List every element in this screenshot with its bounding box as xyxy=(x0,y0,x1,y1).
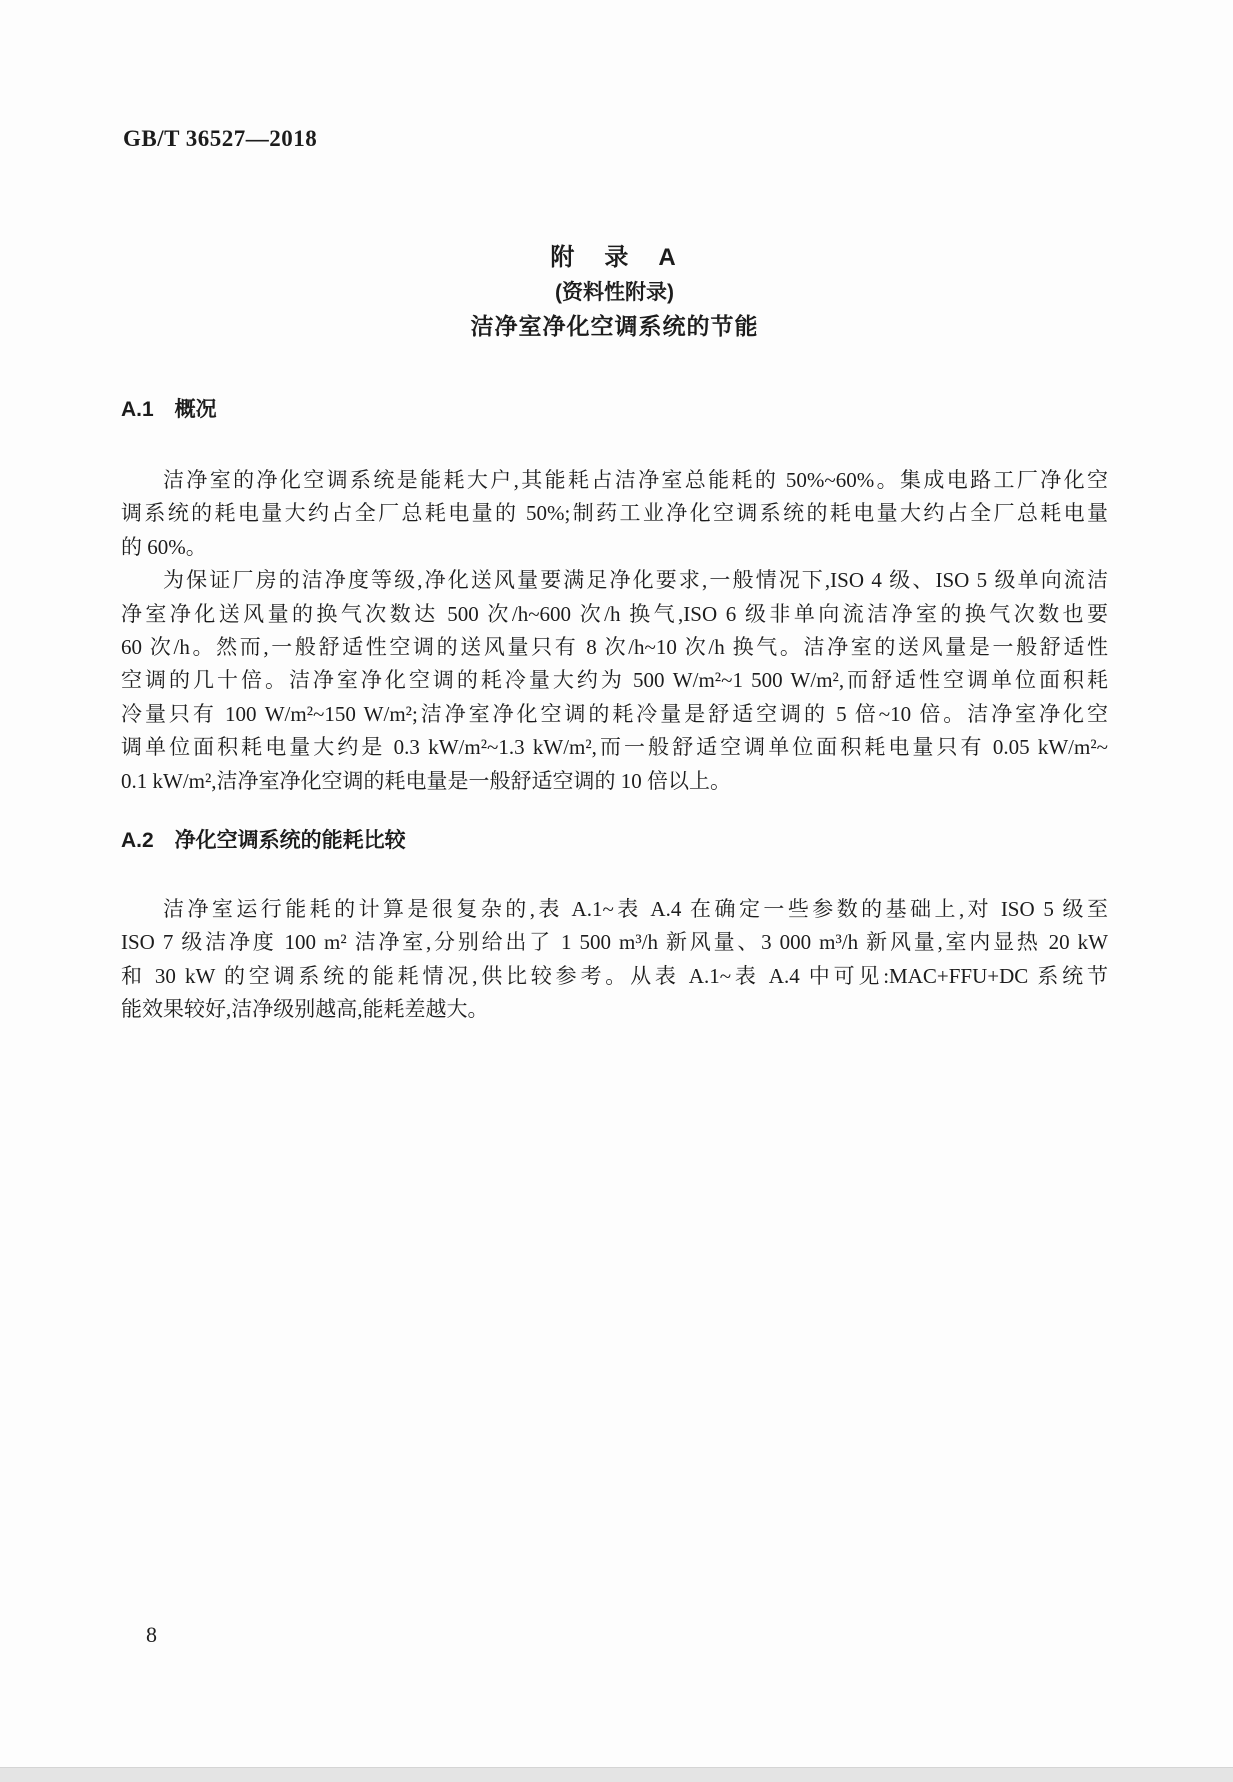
text-line: 调系统的耗电量大约占全厂总耗电量的 50%;制药工业净化空调系统的耗电量大约占全厂总耗电量 xyxy=(121,501,1108,526)
document-code: GB/T 36527—2018 xyxy=(123,126,318,151)
text-line: 60 次/h。然而,一般舒适性空调的送风量只有 8 次/h~10 次/h 换气。洁净室的送风量是一般舒适性 xyxy=(121,635,1108,660)
section-heading-a2: A.2 净化空调系统的能耗比较 xyxy=(121,829,406,852)
text-line: 调单位面积耗电量大约是 0.3 kW/m²~1.3 kW/m²,而一般舒适空调单位面积耗电量只有 0.05 kW/m²~ xyxy=(121,735,1108,760)
text-line: 洁净室运行能耗的计算是很复杂的,表 A.1~表 A.4 在确定一些参数的基础上,对 ISO 5 级至 xyxy=(163,897,1108,921)
appendix-title-block xyxy=(121,240,1108,343)
appendix-title: 附 录 A xyxy=(550,244,679,271)
viewport-bottom-strip xyxy=(0,1767,1233,1782)
section-a1-body xyxy=(121,464,1108,798)
page-number: 8 xyxy=(146,1622,157,1647)
text-line: 能效果较好,洁净级别越高,能耗差越大。 xyxy=(121,997,489,1022)
text-line: 和 30 kW 的空调系统的能耗情况,供比较参考。从表 A.1~表 A.4 中可见:MAC+FFU+DC 系统节 xyxy=(121,963,1108,988)
appendix-subject-title: 洁净室净化空调系统的节能 xyxy=(470,313,759,339)
text-line: 的 60%。 xyxy=(121,534,207,559)
section-a2-body xyxy=(121,893,1108,1027)
text-line: 为保证厂房的洁净度等级,净化送风量要满足净化要求,一般情况下,ISO 4 级、ISO 5 级单向流洁 xyxy=(163,568,1108,593)
text-line: 0.1 kW/m²,洁净室净化空调的耗电量是一般舒适空调的 10 倍以上。 xyxy=(121,768,732,793)
appendix-title-note: (资料性附录) xyxy=(555,281,674,304)
text-line: 洁净室的净化空调系统是能耗大户,其能耗占洁净室总能耗的 50%~60%。集成电路工厂净化空 xyxy=(163,468,1108,492)
text-line: 空调的几十倍。洁净室净化空调的耗冷量大约为 500 W/m²~1 500 W/m²,而舒适性空调单位面积耗 xyxy=(121,668,1108,693)
text-line: ISO 7 级洁净度 100 m² 洁净室,分别给出了 1 500 m³/h 新风量、3 000 m³/h 新风量,室内显热 20 kW xyxy=(121,930,1108,955)
text-line: 冷量只有 100 W/m²~150 W/m²;洁净室净化空调的耗冷量是舒适空调的 5 倍~10 倍。洁净室净化空 xyxy=(121,701,1108,726)
section-heading-a1: A.1 概况 xyxy=(121,398,217,421)
text-line: 净室净化送风量的换气次数达 500 次/h~600 次/h 换气,ISO 6 级非单向流洁净室的换气次数也要 xyxy=(121,601,1108,626)
